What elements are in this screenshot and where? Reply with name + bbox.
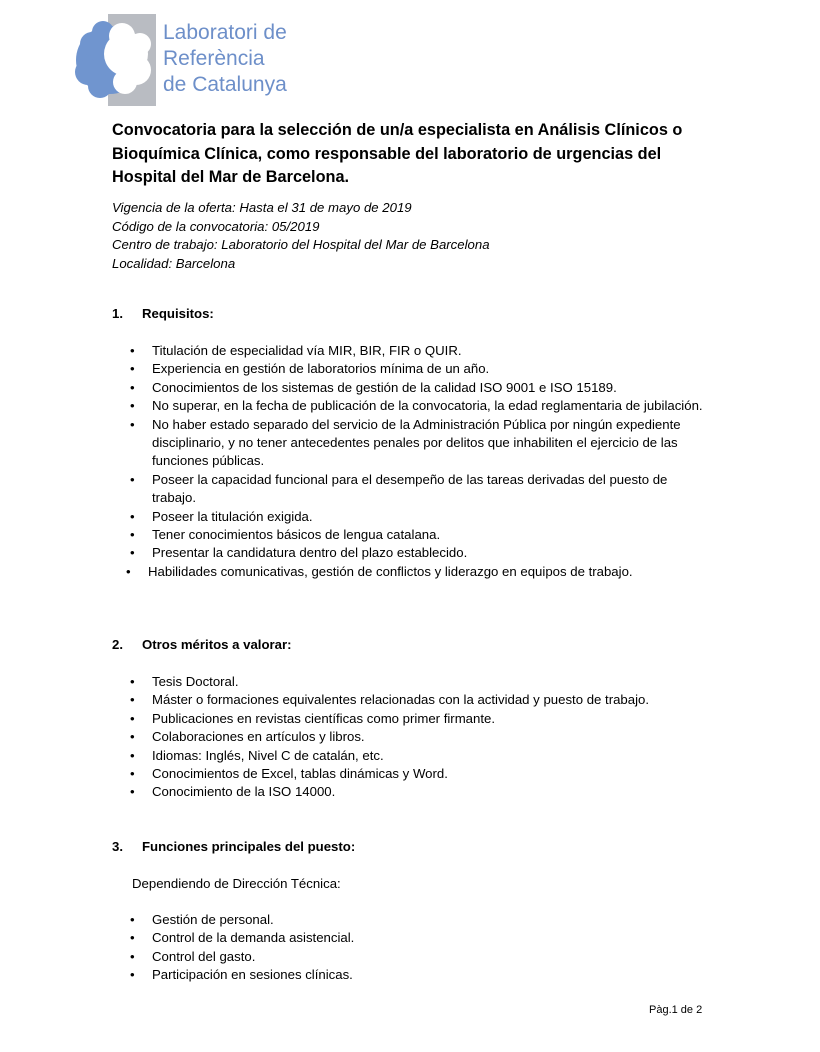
funciones-list	[130, 911, 705, 985]
meta-vigencia: Vigencia de la oferta: Hasta el 31 de mayo de 2019	[112, 200, 412, 215]
tree-logo-icon	[70, 14, 156, 106]
bullet-icon: •	[130, 784, 135, 800]
section-number: 2.	[112, 637, 123, 652]
bullet-icon: •	[130, 379, 135, 395]
list-item: • Control del gasto.	[130, 948, 705, 966]
list-item: • Presentar la candidatura dentro del plazo establecido.	[130, 544, 705, 562]
meta-codigo: Código de la convocatoria: 05/2019	[112, 218, 320, 234]
bullet-icon: •	[130, 710, 135, 726]
meta-centro: Centro de trabajo: Laboratorio del Hospital del Mar de Barcelona	[112, 237, 490, 253]
bullet-icon: •	[130, 527, 135, 543]
list-item: • Participación en sesiones clínicas.	[130, 966, 705, 984]
list-item: • Tesis Doctoral.	[130, 673, 705, 691]
section-heading-funciones	[112, 839, 355, 854]
bullet-icon: •	[130, 674, 135, 689]
list-item: • Colaboraciones en artículos y libros.	[130, 728, 705, 746]
section-title: Funciones principales del puesto:	[142, 839, 356, 854]
bullet-icon: •	[130, 747, 135, 763]
bullet-icon: •	[130, 361, 135, 377]
list-item: • No haber estado separado del servicio de la Administración Pública por ningún expediente disciplinario, y no tener antecedentes penales por delitos que inhabiliten el ejercicio de las funciones públicas.	[130, 416, 681, 469]
logo	[70, 14, 310, 106]
bullet-icon: •	[130, 343, 135, 358]
list-item: • Habilidades comunicativas, gestión de conflictos y liderazgo en equipos de trabajo.	[126, 563, 705, 581]
offer-metadata	[112, 199, 490, 274]
list-item: • Máster o formaciones equivalentes relacionadas con la actividad y puesto de trabajo.	[130, 691, 705, 709]
bullet-icon: •	[130, 729, 135, 745]
section-number: 1.	[112, 306, 123, 321]
meritos-list	[130, 673, 705, 802]
bullet-icon: •	[130, 545, 135, 561]
list-item: • Conocimientos de los sistemas de gestión de la calidad ISO 9001 e ISO 15189.	[130, 379, 705, 397]
list-item: • Gestión de personal.	[130, 911, 705, 929]
bullet-icon: •	[130, 766, 135, 782]
section-heading-requisitos	[112, 306, 214, 321]
bullet-icon: •	[130, 948, 135, 964]
logo-wordmark	[163, 20, 287, 98]
bullet-icon: •	[130, 930, 135, 946]
bullet-icon: •	[130, 692, 135, 708]
document-title: Convocatoria para la selección de un/a especialista en Análisis Clínicos o Bioquímica Clínica, como responsable del laboratorio de urgencias del Hospital del Mar de Barcelona.	[112, 121, 683, 186]
page-number: Pàg.1 de 2	[649, 1004, 703, 1016]
list-item: • Poseer la capacidad funcional para el desempeño de las tareas derivadas del puesto de trabajo.	[130, 471, 668, 506]
section-number: 3.	[112, 839, 123, 854]
list-item: • Idiomas: Inglés, Nivel C de catalán, etc.	[130, 747, 705, 765]
section-title: Requisitos:	[142, 306, 214, 321]
requisitos-list	[126, 342, 705, 581]
list-item: • Tener conocimientos básicos de lengua catalana.	[130, 526, 705, 544]
list-item: • No superar, en la fecha de publicación de la convocatoria, la edad reglamentaria de jubilación.	[130, 397, 705, 415]
list-item: • Titulación de especialidad vía MIR, BIR, FIR o QUIR.	[130, 342, 705, 360]
list-item: • Poseer la titulación exigida.	[130, 508, 705, 526]
list-item: • Conocimiento de la ISO 14000.	[130, 783, 705, 801]
logo-line-2: Referència	[163, 47, 265, 70]
logo-line-3: de Catalunya	[163, 73, 287, 96]
list-item: • Control de la demanda asistencial.	[130, 929, 705, 947]
meta-localidad: Localidad: Barcelona	[112, 256, 236, 272]
bullet-icon: •	[130, 912, 135, 927]
bullet-icon: •	[130, 416, 135, 432]
bullet-icon: •	[130, 398, 135, 414]
bullet-icon: •	[126, 563, 131, 579]
bullet-icon: •	[130, 967, 135, 983]
section-heading-meritos	[112, 637, 292, 652]
section-title: Otros méritos a valorar:	[142, 637, 292, 652]
list-item: • Conocimientos de Excel, tablas dinámicas y Word.	[130, 765, 705, 783]
list-item: • Publicaciones en revistas científicas como primer firmante.	[130, 710, 705, 728]
logo-line-1: Laboratori de	[163, 21, 287, 44]
list-item: • Experiencia en gestión de laboratorios mínima de un año.	[130, 360, 705, 378]
bullet-icon: •	[130, 471, 135, 487]
bullet-icon: •	[130, 508, 135, 524]
section-intro: Dependiendo de Dirección Técnica:	[132, 876, 341, 891]
